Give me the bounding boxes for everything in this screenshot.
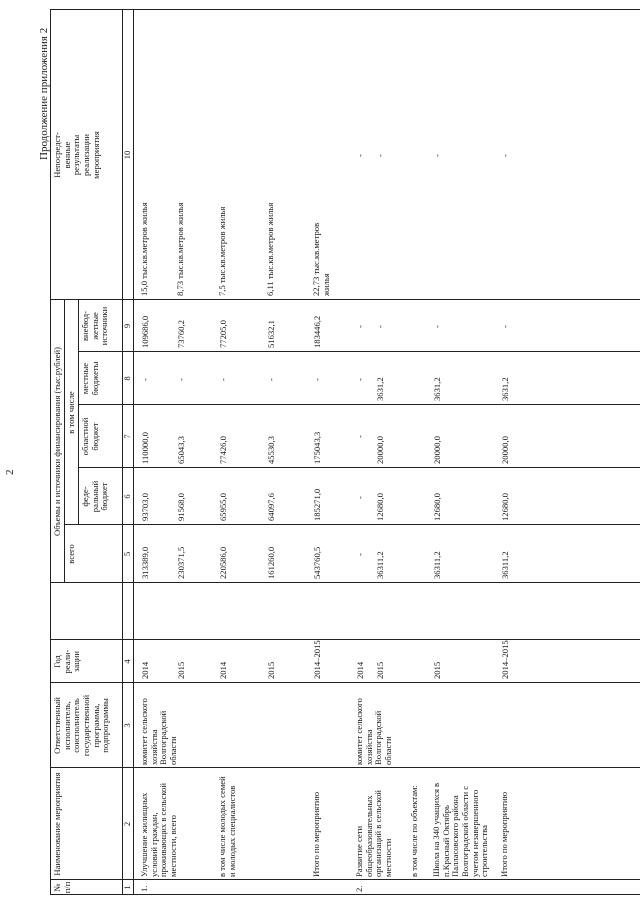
col-number: 4: [122, 659, 132, 664]
cell-federal: 12680,0: [375, 493, 385, 521]
header-num: № п/п: [52, 881, 72, 894]
total-label: Итого по мероприятию: [499, 791, 509, 877]
col-number: 8: [122, 376, 132, 381]
executor-name: комитет сельского хозяйства Волгоградской области: [354, 698, 393, 765]
col-number: 3: [122, 723, 132, 728]
cell-local: -: [140, 378, 150, 381]
cell-local: 3631,2: [375, 377, 385, 401]
col-number: 10: [122, 150, 132, 160]
cell-regional: 77426,0: [218, 436, 228, 464]
cell-federal: 91568,0: [176, 493, 186, 521]
subgroup-name: в том числе молодых семей и молодых специалистов: [217, 776, 237, 877]
cell-extra: 109686,0: [140, 315, 150, 348]
cell-year: 2014–2015: [312, 640, 322, 679]
cell-total: 220586,0: [218, 546, 228, 579]
header-incl: в том числе: [66, 391, 76, 434]
cell-result: 15,0 тыс.кв.метров жилья: [139, 202, 149, 296]
cell-total: 313389,0: [140, 546, 150, 579]
cell-extra: -: [355, 325, 365, 328]
cell-year: 2014–2015: [500, 640, 510, 679]
cell-total: 543760,5: [312, 546, 322, 579]
header-extra: внебюд- жетные источники: [80, 306, 110, 346]
total-label: Итого по мероприятию: [311, 791, 321, 877]
cell-federal: 185271,0: [312, 488, 322, 521]
cell-total: 36311,2: [500, 551, 510, 579]
cell-extra: -: [432, 325, 442, 328]
cell-regional: 175043,3: [312, 431, 322, 464]
section-number: 2.: [354, 885, 364, 892]
cell-year: 2014: [218, 661, 228, 679]
cell-local: 3631,2: [500, 377, 510, 401]
cell-result: 22,73 тыс.кв.метров жилья: [311, 222, 331, 296]
cell-extra: 51632,1: [266, 320, 276, 348]
cell-result: -: [500, 154, 510, 157]
col-number: 1: [122, 885, 132, 890]
cell-federal: 12680,0: [500, 493, 510, 521]
cell-regional: 20000,0: [500, 436, 510, 464]
cell-total: 230371,5: [176, 546, 186, 579]
cell-year: 2015: [176, 661, 186, 679]
cell-local: -: [176, 378, 186, 381]
cell-result: 6,11 тыс.кв.метров жилья: [265, 202, 275, 296]
cell-federal: 12680,0: [432, 493, 442, 521]
cell-year: 2015: [266, 661, 276, 679]
cell-total: -: [355, 553, 365, 556]
cell-local: -: [266, 378, 276, 381]
continuation-caption: Продолжение приложения 2: [38, 27, 50, 160]
col-number: 7: [122, 434, 132, 439]
cell-result: -: [432, 154, 442, 157]
cell-regional: 110000,0: [140, 432, 150, 464]
cell-federal: 65955,0: [218, 493, 228, 521]
page-number: 2: [4, 469, 16, 475]
cell-total: 161260,0: [266, 546, 276, 579]
cell-federal: 93703,0: [140, 493, 150, 521]
measure-name: Улучшение жилищных условий граждан, проживающих в сельской местности, всего: [139, 783, 178, 877]
cell-extra: -: [375, 325, 385, 328]
cell-regional: 45530,3: [266, 436, 276, 464]
col-number: 6: [122, 494, 132, 499]
header-financing: Объемы и источники финансирования (тыс.рублей): [52, 347, 62, 536]
object-name: Школа на 340 учащихся в п.Красный Октябрь Палласовского района Волгоградской области с учетом незавершенного строительства: [431, 782, 490, 877]
subgroup-name: в том числе по объектам:: [409, 785, 419, 877]
cell-local: -: [218, 378, 228, 381]
header-year: Год реали- зации: [52, 649, 82, 674]
cell-total: 36311,2: [375, 551, 385, 579]
cell-result: 7,5 тыс.кв.метров жилья: [217, 206, 227, 296]
cell-regional: 65043,3: [176, 436, 186, 464]
cell-result: -: [375, 154, 385, 157]
header-federal: феде- ральный бюджет: [80, 480, 110, 513]
cell-year: 2015: [432, 661, 442, 679]
cell-regional: 20000,0: [375, 436, 385, 464]
cell-federal: -: [355, 496, 365, 499]
cell-total: 36311,2: [432, 551, 442, 579]
cell-year: 2014: [140, 661, 150, 679]
header-total: всего: [66, 544, 76, 564]
cell-federal: 64097,6: [266, 493, 276, 521]
cell-result: -: [355, 154, 365, 157]
cell-regional: -: [355, 435, 365, 438]
header-executor: Ответственный исполнитель, соисполнитель государственной программы, подпрограммы: [52, 694, 111, 757]
cell-local: -: [312, 378, 322, 381]
cell-extra: 77205,0: [218, 320, 228, 348]
cell-extra: -: [500, 325, 510, 328]
cell-regional: 20000,0: [432, 436, 442, 464]
header-results: Непосредст- венные результаты реализации мероприятия: [52, 131, 101, 179]
header-name: Наименование мероприятия: [52, 772, 62, 876]
measure-name: Развитие сети общеобразовательных организаций в сельской местности: [354, 790, 393, 877]
cell-local: -: [355, 378, 365, 381]
header-regional: областной бюджет: [80, 417, 100, 456]
col-number: 5: [122, 551, 132, 557]
cell-year: 2014: [355, 661, 365, 679]
section-number: 1.: [139, 885, 149, 892]
cell-local: 3631,2: [432, 377, 442, 401]
cell-extra: 73760,2: [176, 320, 186, 348]
col-number: 9: [122, 323, 132, 329]
col-number: 2: [122, 821, 132, 827]
executor-name: комитет сельского хозяйства Волгоградской области: [139, 698, 178, 765]
header-local: местные бюджеты: [80, 361, 100, 396]
cell-extra: 183446,2: [312, 315, 322, 348]
cell-year: 2015: [375, 661, 385, 679]
cell-result: 8,73 тыс.кв.метров жилья: [175, 202, 185, 296]
